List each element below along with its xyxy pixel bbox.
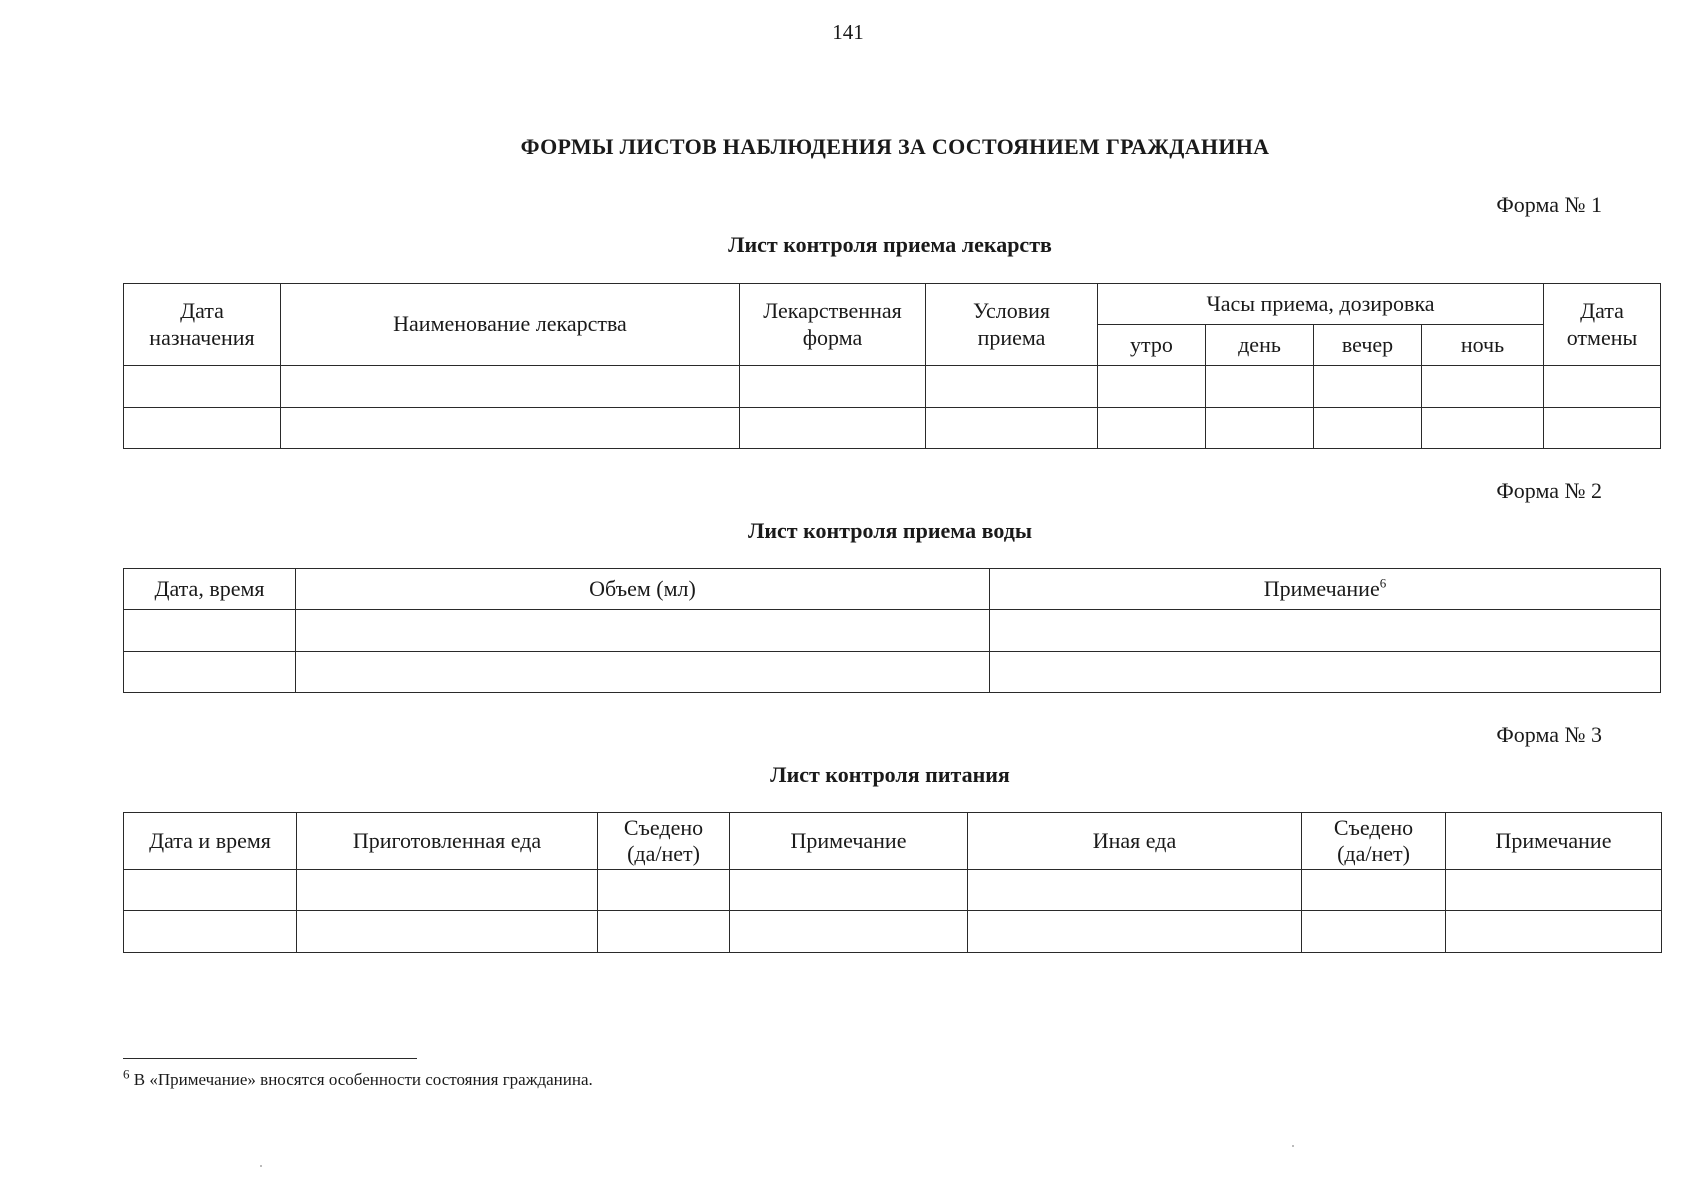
table-row bbox=[124, 610, 1661, 652]
table-cell[interactable] bbox=[740, 408, 926, 449]
table-cell[interactable] bbox=[990, 610, 1661, 652]
table-cell[interactable] bbox=[1302, 911, 1446, 953]
table-cell[interactable] bbox=[740, 366, 926, 408]
scan-speck bbox=[1292, 1145, 1294, 1147]
header-morning: утро bbox=[1098, 325, 1206, 366]
table-cell[interactable] bbox=[598, 911, 730, 953]
table-cell[interactable] bbox=[1206, 408, 1314, 449]
header-night: ночь bbox=[1422, 325, 1544, 366]
header-date-assigned: Дата назначения bbox=[124, 284, 281, 366]
header-datetime: Дата, время bbox=[124, 569, 296, 610]
table-cell[interactable] bbox=[968, 911, 1302, 953]
header-datetime: Дата и время bbox=[124, 813, 297, 870]
form-2-title: Лист контроля приема воды bbox=[747, 518, 1033, 543]
table-cell[interactable] bbox=[124, 408, 281, 449]
table-cell[interactable] bbox=[1314, 366, 1422, 408]
table-cell[interactable] bbox=[296, 652, 990, 693]
header-dosage-form: Лекарственная форма bbox=[740, 284, 926, 366]
header-eaten: Съедено (да/нет) bbox=[598, 813, 730, 870]
table-cell[interactable] bbox=[598, 870, 730, 911]
table-cell[interactable] bbox=[1302, 870, 1446, 911]
table-cell[interactable] bbox=[124, 870, 297, 911]
medication-control-table bbox=[123, 283, 1661, 449]
table-cell[interactable] bbox=[926, 408, 1098, 449]
table-cell[interactable] bbox=[297, 911, 598, 953]
table-row bbox=[124, 366, 1661, 408]
header-volume: Объем (мл) bbox=[296, 569, 990, 610]
table-cell[interactable] bbox=[968, 870, 1302, 911]
table-cell[interactable] bbox=[1422, 408, 1544, 449]
table-cell[interactable] bbox=[297, 870, 598, 911]
table-cell[interactable] bbox=[124, 366, 281, 408]
table-cell[interactable] bbox=[1446, 911, 1662, 953]
table-cell[interactable] bbox=[990, 652, 1661, 693]
header-other-food: Иная еда bbox=[968, 813, 1302, 870]
header-day: день bbox=[1206, 325, 1314, 366]
table-cell[interactable] bbox=[1314, 408, 1422, 449]
form-1-title: Лист контроля приема лекарств bbox=[728, 232, 1052, 257]
scan-speck bbox=[260, 1165, 262, 1167]
table-cell[interactable] bbox=[281, 408, 740, 449]
form-1-label: Форма № 1 bbox=[1496, 192, 1602, 217]
header-date-cancel: Дата отмены bbox=[1544, 284, 1661, 366]
table-cell[interactable] bbox=[926, 366, 1098, 408]
footnote bbox=[123, 1066, 593, 1090]
table-cell[interactable] bbox=[1544, 366, 1661, 408]
table-cell[interactable] bbox=[730, 911, 968, 953]
header-prepared-food: Приготовленная еда bbox=[297, 813, 598, 870]
footnote-ref: 6 bbox=[1379, 575, 1387, 591]
header-note: Примечание bbox=[730, 813, 968, 870]
table-row bbox=[124, 911, 1662, 953]
table-row bbox=[124, 408, 1661, 449]
header-eaten-other: Съедено (да/нет) bbox=[1302, 813, 1446, 870]
form-3-label: Форма № 3 bbox=[1496, 722, 1602, 747]
header-drug-name: Наименование лекарства bbox=[281, 284, 740, 366]
table-row bbox=[124, 870, 1662, 911]
table-cell[interactable] bbox=[1206, 366, 1314, 408]
header-conditions: Условия приема bbox=[926, 284, 1098, 366]
header-hours-dosage: Часы приема, дозировка bbox=[1098, 284, 1544, 325]
table-cell[interactable] bbox=[281, 366, 740, 408]
header-note-other: Примечание bbox=[1446, 813, 1662, 870]
footnote-text: В «Примечание» вносятся особенности состояния гражданина. bbox=[133, 1070, 593, 1089]
table-cell[interactable] bbox=[124, 911, 297, 953]
table-cell[interactable] bbox=[124, 652, 296, 693]
footnote-divider bbox=[123, 1058, 417, 1059]
footnote-marker: 6 bbox=[123, 1066, 130, 1082]
table-row bbox=[124, 652, 1661, 693]
header-note-label: Примечание bbox=[1263, 575, 1380, 601]
table-cell[interactable] bbox=[1098, 366, 1206, 408]
table-cell[interactable] bbox=[1098, 408, 1206, 449]
nutrition-control-table bbox=[123, 812, 1662, 953]
table-cell[interactable] bbox=[1422, 366, 1544, 408]
table-cell[interactable] bbox=[1544, 408, 1661, 449]
table-cell[interactable] bbox=[296, 610, 990, 652]
page-title: ФОРМЫ ЛИСТОВ НАБЛЮДЕНИЯ ЗА СОСТОЯНИЕМ ГРАЖДАНИНА bbox=[520, 134, 1270, 159]
page-number: 141 bbox=[832, 20, 864, 44]
header-evening: вечер bbox=[1314, 325, 1422, 366]
form-3-title: Лист контроля питания bbox=[770, 762, 1010, 787]
water-control-table bbox=[123, 568, 1661, 693]
form-2-label: Форма № 2 bbox=[1496, 478, 1602, 503]
table-cell[interactable] bbox=[1446, 870, 1662, 911]
header-note bbox=[990, 569, 1661, 610]
table-cell[interactable] bbox=[730, 870, 968, 911]
table-cell[interactable] bbox=[124, 610, 296, 652]
